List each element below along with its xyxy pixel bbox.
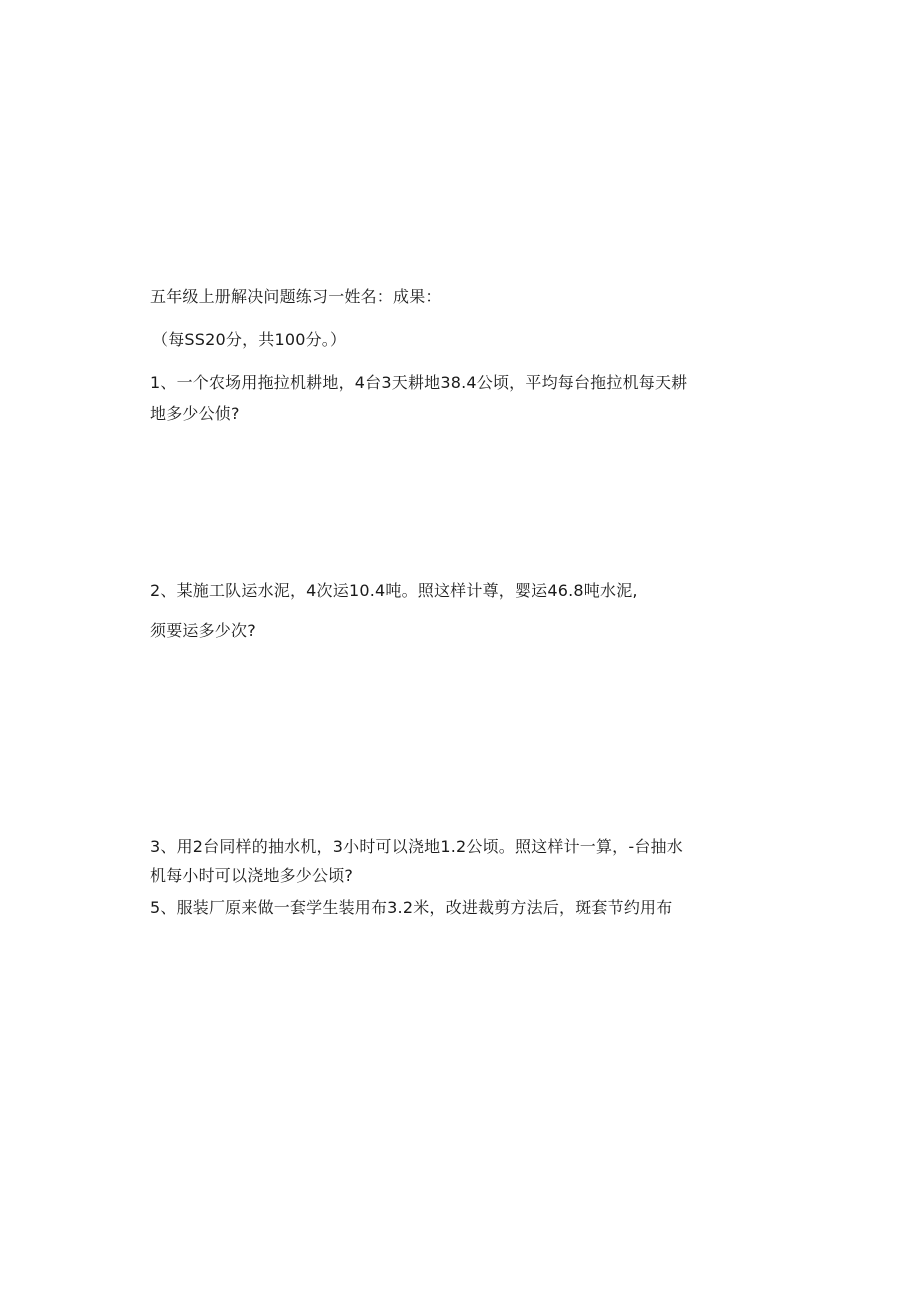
question-1-line-2: 地多少公侦? [150,404,240,423]
worksheet-title: 五年级上册解决问题练习一姓名：成果： [150,287,442,306]
question-3-line-1: 3、用2台同样的抽水机，3小时可以浇地1.2公顷。照这样计一算，-台抽水 [150,837,683,856]
question-1-line-1: 1、一个农场用拖拉机耕地，4台3天耕地38.4公顷，平均每台拖拉机每天耕 [150,373,688,392]
question-2-line-1: 2、某施工队运水泥，4次运10.4吨。照这样计尊，婴运46.8吨水泥, [150,581,638,600]
scoring-note: （每SS20分，共100分。） [152,330,347,349]
question-5-line-1: 5、服装厂原来做一套学生装用布3.2米，改进裁剪方法后，斑套节约用布 [150,898,673,917]
question-3-line-2: 机每小时可以浇地多少公顷? [150,866,354,885]
question-2-line-2: 须要运多少次? [150,621,256,640]
